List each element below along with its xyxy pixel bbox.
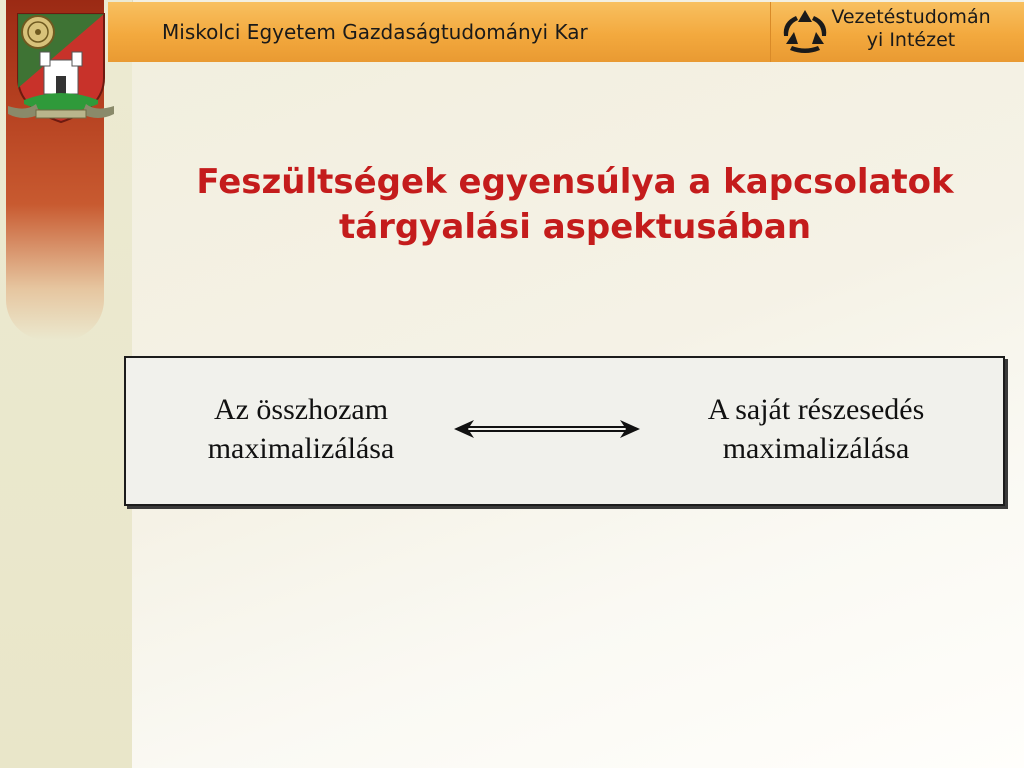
tension-box bbox=[124, 356, 1005, 506]
institute-name: Vezetéstudomán yi Intézet bbox=[831, 6, 991, 51]
faculty-title: Miskolci Egyetem Gazdaságtudományi Kar bbox=[162, 20, 588, 44]
double-arrow-icon bbox=[454, 418, 640, 440]
header-divider bbox=[770, 2, 771, 62]
slide-title: Feszültségek egyensúlya a kapcsolatok tárgyalási aspektusában bbox=[196, 162, 954, 247]
total-yield-label: Az összhozam maximalizálása bbox=[207, 393, 395, 465]
university-seal-icon bbox=[20, 14, 56, 50]
own-share-label: A saját részesedés maximalizálása bbox=[707, 393, 925, 465]
